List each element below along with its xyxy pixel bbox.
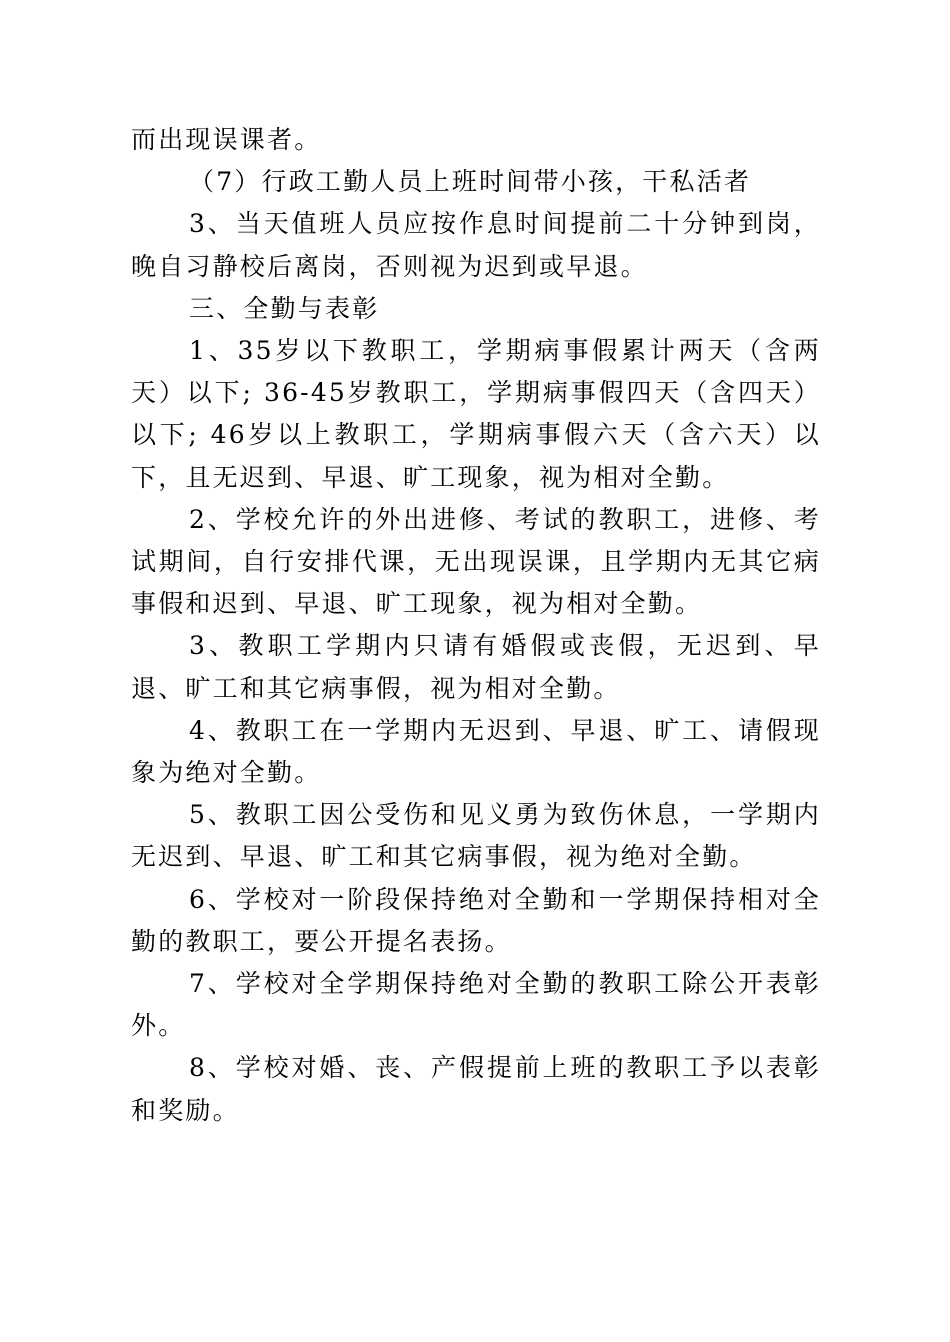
paragraph-attendance-3: 3、教职工学期内只请有婚假或丧假，无迟到、早退、旷工和其它病事假，视为相对全勤。 [131, 631, 821, 703]
paragraph-attendance-8: 8、学校对婚、丧、产假提前上班的教职工予以表彰和奖励。 [131, 1053, 821, 1125]
paragraph-attendance-4: 4、教职工在一学期内无迟到、早退、旷工、请假现象为绝对全勤。 [131, 715, 821, 788]
paragraph-attendance-2: 2、学校允许的外出进修、考试的教职工，进修、考试期间，自行安排代课，无出现误课，且学期内无其它病事假和迟到、早退、旷工现象，视为相对全勤。 [131, 504, 821, 619]
document-body [131, 119, 821, 1132]
paragraph-rule-3: 3、当天值班人员应按作息时间提前二十分钟到岗，晚自习静校后离岗，否则视为迟到或早退。 [131, 209, 821, 281]
paragraph-continuation: 而出现误课者。 [131, 125, 322, 154]
paragraph-attendance-6: 6、学校对一阶段保持绝对全勤和一学期保持相对全勤的教职工，要公开提名表扬。 [131, 884, 821, 956]
paragraph-attendance-7: 7、学校对全学期保持绝对全勤的教职工除公开表彰外。 [131, 969, 821, 1041]
paragraph-item-7: （7）行政工勤人员上班时间带小孩，干私活者 [189, 167, 752, 197]
section-heading-attendance: 三、全勤与表彰 [189, 293, 380, 323]
paragraph-attendance-1: 1、35岁以下教职工，学期病事假累计两天（含两天）以下; 36-45岁教职工，学期病事假四天（含四天）以下; 46岁以上教职工，学期病事假六天（含六天）以下，且无迟到、早退、旷工现象，视为相对全勤。 [131, 336, 821, 492]
paragraph-attendance-5: 5、教职工因公受伤和见义勇为致伤休息，一学期内无迟到、早退、旷工和其它病事假，视为绝对全勤。 [131, 800, 821, 872]
